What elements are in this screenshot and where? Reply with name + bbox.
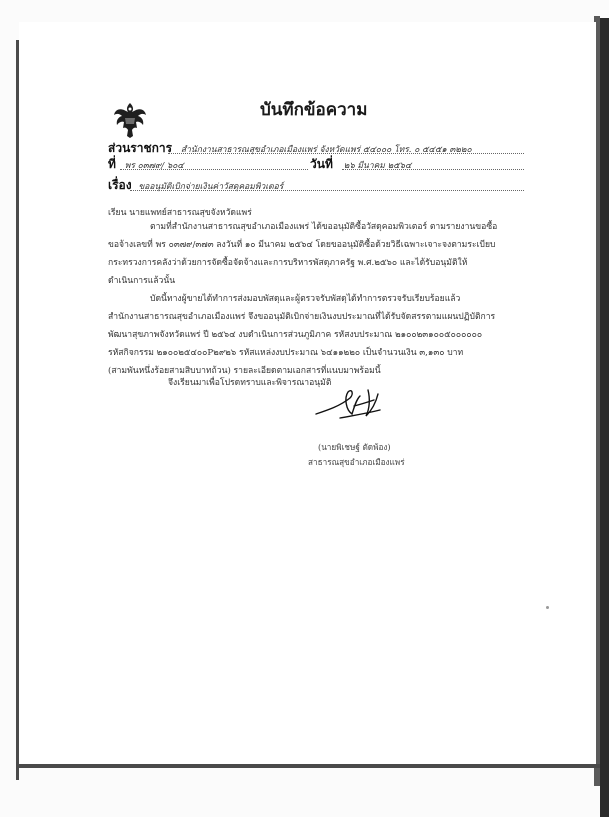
paragraph-line: รหัสกิจกรรม ๒๑๐๐๒๕๔๐๐P๒๙๒๖ รหัสแหล่งงบประมาณ ๖๔๑๑๒๒๐ เป็นจำนวนเงิน ๓,๑๓๐ บาท <box>108 348 464 358</box>
doc-number-underline <box>120 169 308 170</box>
agency-value: สำนักงานสาธารณสุขอำเภอเมืองแพร่ จังหวัดแพร่ ๕๔๐๐๐ โทร. ๐ ๕๔๕๑ ๓๒๒๐ <box>180 145 472 155</box>
date-value: ๒๖ มีนาคม ๒๕๖๔ <box>343 161 412 171</box>
salutation: เรียน นายแพทย์สาธารณสุขจังหวัดแพร่ <box>108 208 252 218</box>
scan-edge-bottom <box>18 764 600 768</box>
subject-value: ขออนุมัติเบิกจ่ายเงินค่าวัสดุคอมพิวเตอร์ <box>138 182 284 192</box>
paragraph-1 <box>108 218 528 290</box>
handwritten-signature <box>310 380 390 426</box>
paragraph-2 <box>108 290 528 380</box>
date-underline <box>342 169 524 170</box>
subject-row <box>108 176 283 195</box>
paragraph-line: สำนักงานสาธารณสุขอำเภอเมืองแพร่ จึงขออนุมัติเบิกจ่ายเงินงบประมาณที่ได้รับจัดสรรตามแผนปฏิบัติการ <box>108 312 496 322</box>
subject-underline <box>130 190 524 191</box>
signer-name: (นายพิเชษฐ์ ตัดพ้อง) <box>318 442 391 452</box>
agency-underline <box>168 153 524 154</box>
signer-title: สาธารณสุขอำเภอเมืองแพร่ <box>308 457 405 467</box>
closing-line: จึงเรียนมาเพื่อโปรดทราบและพิจารณาอนุมัติ <box>168 378 332 388</box>
paragraph-line: บัดนี้ทางผู้ขายได้ทำการส่งมอบพัสดุและผู้ตรวจรับพัสดุได้ทำการตรวจรับเรียบร้อยแล้ว <box>150 294 461 304</box>
paragraph-line: ดำเนินการแล้วนั้น <box>108 276 176 286</box>
paragraph-line: กระทรวงการคลังว่าด้วยการจัดซื้อจัดจ้างและการบริหารพัสดุภาครัฐ พ.ศ.๒๕๖๐ และได้รับอนุมัติให้ <box>108 258 468 268</box>
scan-edge-right <box>600 18 609 817</box>
memo-title: บันทึกข้อความ <box>260 100 368 120</box>
agency-label: ส่วนราชการ <box>108 141 173 155</box>
date-row <box>310 155 411 174</box>
doc-number-value: พร ๐๓๗๙/ ๖๐๔ <box>124 161 184 171</box>
paragraph-line: (สามพันหนึ่งร้อยสามสิบบาทถ้วน) รายละเอียดตามเอกสารที่แนบมาพร้อมนี้ <box>108 366 381 376</box>
paragraph-line: ตามที่สำนักงานสาธารณสุขอำเภอเมืองแพร่ ได้ขออนุมัติซื้อวัสดุคอมพิวเตอร์ ตามรายงานขอซื้อ <box>150 222 498 232</box>
date-label: วันที่ <box>310 157 333 171</box>
paragraph-line: ขอจ้างเลขที่ พร ๐๓๗๙/๓๗๓ ลงวันที่ ๑๐ มีนาคม ๒๕๖๔ โดยขออนุมัติซื้อด้วยวิธีเฉพาะเจาะจงตามระเบียบ <box>108 240 496 250</box>
doc-number-label: ที่ <box>108 157 116 171</box>
document-page <box>19 22 596 764</box>
subject-label: เรื่อง <box>108 178 132 192</box>
scan-speck <box>546 606 549 609</box>
garuda-emblem-icon <box>110 100 150 140</box>
paragraph-line: พัฒนาสุขภาพจังหวัดแพร่ ปี ๒๕๖๔ งบดำเนินการส่วนภูมิภาค รหัสงบประมาณ ๒๑๐๐๒๓๑๐๐๕๐๐๐๐๐๐ <box>108 330 483 340</box>
doc-number-row <box>108 155 184 174</box>
